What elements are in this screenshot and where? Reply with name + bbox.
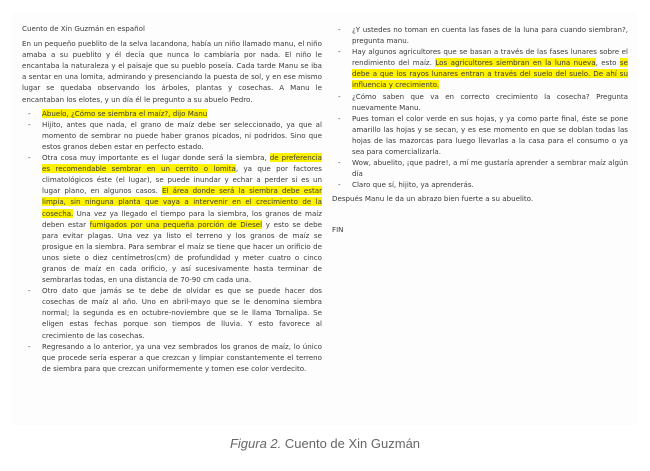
- left-dialog-list: [22, 108, 322, 374]
- dialog-item: - Regresando a lo anterior, ya una vez sembrados los granos de maíz, lo único que procede sería esperar a que crezcan y limpiar constantemente el terreno de siembra para que crezcan uniformemente y tomen ese color verdecito.: [22, 341, 322, 374]
- right-dialog-list: [332, 24, 628, 190]
- dialog-text: Hay algunos agricultores que se basan a través de las fases lunares sobre el rendimiento del maíz.: [352, 47, 628, 68]
- figure-caption-text: Cuento de Xin Guzmán: [281, 436, 421, 451]
- left-column: [22, 14, 322, 377]
- story-title: Cuento de Xin Guzmán en español: [22, 24, 145, 33]
- dialog-item: [22, 152, 322, 285]
- dialog-text: y esto se debe para evitar plagas. Una vez ya listo el terreno y los granos de maíz se prosigue en la siembra. Para sembrar el maíz se tiene que hacer un orificio de unos siete o diez centímetros(cm) de profundidad y meter cuatro o cinco granos de maíz en cada orificio, y así sucesivamente hasta terminar de sembrarlas todas, en una distancia de 70-90 cm cada una.: [42, 219, 322, 285]
- highlighted-text: de preferencia es recomendable sembrar en un cerrito o lomita: [42, 153, 322, 174]
- dialog-item: [332, 46, 628, 90]
- dialog-item: - Otro dato que jamás se te debe de olvidar es que se puede hacer dos cosechas de maíz al año. Uno en abril-mayo que se le denomina siembra normal; la segunda es en octubre-noviembre que se le llama Tornalipa. Se eligen estas fechas porque son tiempos de lluvia. Y esto favorece al crecimiento de las cosechas.: [22, 285, 322, 340]
- highlighted-text: Los agricultores siembran en la luna nueva: [435, 58, 596, 68]
- dialog-item: - ¿Y ustedes no toman en cuenta las fases de la luna para cuando siembran?, pregunta manu.: [332, 24, 628, 46]
- dialog-item: - Wow, abuelito, ¡que padre!, a mí me gustaría aprender a sembrar maíz algún día: [332, 157, 628, 179]
- dialog-text: , esto: [595, 58, 620, 68]
- intro-paragraph: En un pequeño pueblito de la selva lacandona, había un niño llamado manu, el niño amaba a su pueblito y él decía que nunca lo cambiaría por nada. El niño le encantaba la naturaleza y el paisaje que su pueblo poseía. Cada tarde Manu se iba a sentar en una lomita, admirando y presenciando la puesta de sol, y en ese mismo lugar se quedaba observando los árboles, plantas y cosechas. A Manu le encantaban los elotes, y un día él le pregunto a su abuelo Pedro.: [22, 39, 322, 104]
- highlighted-text: El área donde será la siembra debe estar limpia, sin ninguna planta que vaya a intervenir en el crecimiento de la cosecha.: [42, 186, 322, 218]
- highlighted-text: Abuelo, ¿Cómo se siembra el maíz?, dijo Manu: [42, 108, 208, 118]
- highlighted-text: se debe a que los rayos lunares entran a través del suelo del suelo. De ahí su influencia y crecimiento.: [352, 58, 628, 90]
- highlighted-text: fumigados por una pequeña porción de Diesel: [89, 219, 263, 229]
- right-column: [332, 24, 628, 238]
- dialog-item: [22, 108, 322, 119]
- figure-caption: [0, 436, 650, 451]
- dialog-item: - Hijito, antes que nada, el grano de maíz debe ser seleccionado, ya que al momento de sembrar no puede haber granos picados, ni podridos. Sino que estos granos deben estar en perfecto estado.: [22, 119, 322, 152]
- dialog-item: - Pues toman el color verde en sus hojas, y ya como parte final, éste se pone amarillo las hojas y se secan, y es ese momento en que se doblan todas las hojas de las mazorcas para luego llevarlas a la casa para el consumo o ya sea para comercializarla.: [332, 113, 628, 157]
- closing-paragraph: Después Manu le da un abrazo bien fuerte a su abuelito.: [332, 194, 534, 204]
- dialog-item: - ¿Cómo saben que va en correcto crecimiento la cosecha? Pregunta nuevamente Manu.: [332, 91, 628, 113]
- dialog-text: Otra cosa muy importante es el lugar donde será la siembra,: [42, 153, 270, 163]
- end-marker: FIN: [332, 224, 344, 234]
- dialog-text: Una vez ya llegado el tiempo para la siembra, los granos de maíz deben estar: [42, 208, 322, 229]
- story-scan-image: [14, 14, 636, 424]
- dialog-text: , ya que por factores climatológicos éste (el lugar), se puede inundar y echar a perder si es un lugar plano, en algunos casos.: [42, 164, 322, 196]
- figure-label: Figura 2.: [229, 436, 282, 451]
- dialog-item: - Claro que sí, hijito, ya aprenderás.: [332, 179, 628, 190]
